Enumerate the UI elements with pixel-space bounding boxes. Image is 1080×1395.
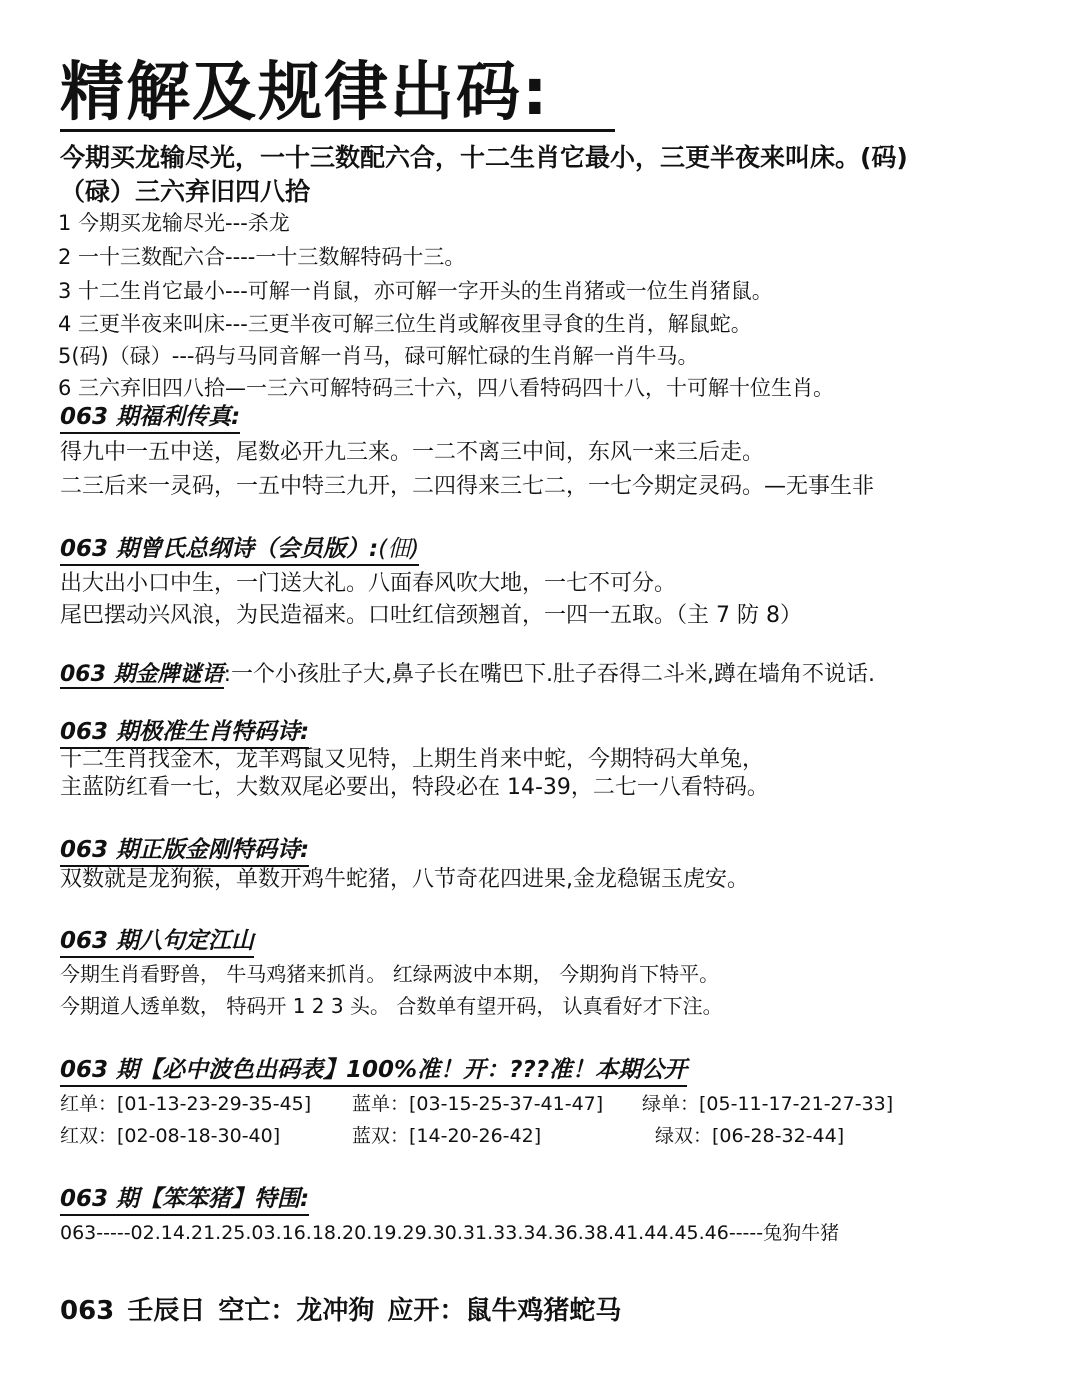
intro-line-1: 今期买龙输尽光，一十三数配六合，十二生肖它最小，三更半夜来叫床。(码): [60, 143, 908, 172]
welfare-line: 二三后来一灵码，一五中特三九开，二四得来三七二，一七今期定灵码。—无事生非: [60, 474, 875, 499]
riddle-row: [60, 660, 875, 690]
riddle-title: 063 期金牌谜语: [60, 662, 224, 687]
accurate-line: 主蓝防红看一七，大数双尾必要出，特段必在 14-39，二七一八看特码。: [60, 775, 769, 800]
diamond-line: 双数就是龙狗猴，单数开鸡牛蛇猪，八节奇花四进果,金龙稳锯玉虎安。: [60, 867, 749, 892]
zeng-line: 尾巴摆动兴风浪，为民造福来。口吐红信颈翘首，一四一五取。（主 7 防 8）: [60, 603, 802, 628]
intro-line-2: （碌）三六弃旧四八拾: [60, 177, 311, 206]
diamond-title: 063 期正版金刚特码诗:: [60, 835, 309, 867]
rule-item: 2 一十三数配六合----一十三数解特码十三。: [58, 245, 466, 269]
red-single: 红单：[01-13-23-29-35-45]: [60, 1093, 312, 1115]
red-double: 红双：[02-08-18-30-40]: [60, 1125, 281, 1147]
pig-line: 063-----02.14.21.25.03.16.18.20.19.29.30.31.33.34.36.38.41.44.45.46-----兔狗牛猪: [60, 1222, 840, 1244]
page-title: 精解及规律出码:: [60, 58, 615, 132]
welfare-line: 得九中一五中送，尾数必开九三来。一二不离三中间，东风一来三后走。: [60, 440, 765, 465]
eight-line: 今期生肖看野兽， 牛马鸡猪来抓肖。 红绿两波中本期， 今期狗肖下特平。: [60, 962, 720, 986]
rule-item: 4 三更半夜来叫床---三更半夜可解三位生肖或解夜里寻食的生肖，解鼠蛇。: [58, 312, 752, 336]
riddle-text: :一个小孩肚子大,鼻子长在嘴巴下.肚子吞得二斗米,蹲在墙角不说话.: [223, 662, 875, 687]
accurate-title: 063 期极准生肖特码诗:: [60, 717, 309, 749]
eight-line: 今期道人透单数， 特码开 1 2 3 头。 合数单有望开码， 认真看好才下注。: [60, 994, 723, 1018]
zeng-title-suffix: (佃): [378, 536, 420, 562]
blue-single: 蓝单：[03-15-25-37-41-47]: [352, 1093, 604, 1115]
rule-item: 1 今期买龙输尽光---杀龙: [58, 211, 290, 235]
rule-item: 5(码)（碌）---码与马同音解一肖马，碌可解忙碌的生肖解一肖牛马。: [58, 344, 699, 368]
zeng-title-text: 063 期曾氏总纲诗（会员版）:: [60, 536, 379, 562]
welfare-title: 063 期福利传真:: [60, 402, 240, 434]
pig-title: 063 期【笨笨猪】特围:: [60, 1184, 309, 1216]
zeng-title: [60, 534, 419, 566]
wave-title: 063 期【必中波色出码表】100%准！开：???准！本期公开: [60, 1055, 687, 1087]
zeng-line: 出大出小口中生，一门送大礼。八面春风吹大地，一七不可分。: [60, 571, 677, 596]
green-double: 绿双：[06-28-32-44]: [655, 1125, 845, 1147]
accurate-line: 十二生肖找金木，龙羊鸡鼠又见特，上期生肖来中蛇，今期特码大单兔，: [60, 747, 765, 772]
eight-title: 063 期八句定江山: [60, 926, 254, 958]
green-single: 绿单：[05-11-17-21-27-33]: [642, 1093, 894, 1115]
blue-double: 蓝双：[14-20-26-42]: [352, 1125, 542, 1147]
rule-item: 3 十二生肖它最小---可解一肖鼠，亦可解一字开头的生肖猪或一位生肖猪鼠。: [58, 279, 773, 303]
rule-item: 6 三六弃旧四八拾—一三六可解特码三十六，四八看特码四十八，十可解十位生肖。: [58, 376, 835, 400]
footer-line: 063 壬辰日 空亡：龙冲狗 应开：鼠牛鸡猪蛇马: [60, 1296, 622, 1326]
